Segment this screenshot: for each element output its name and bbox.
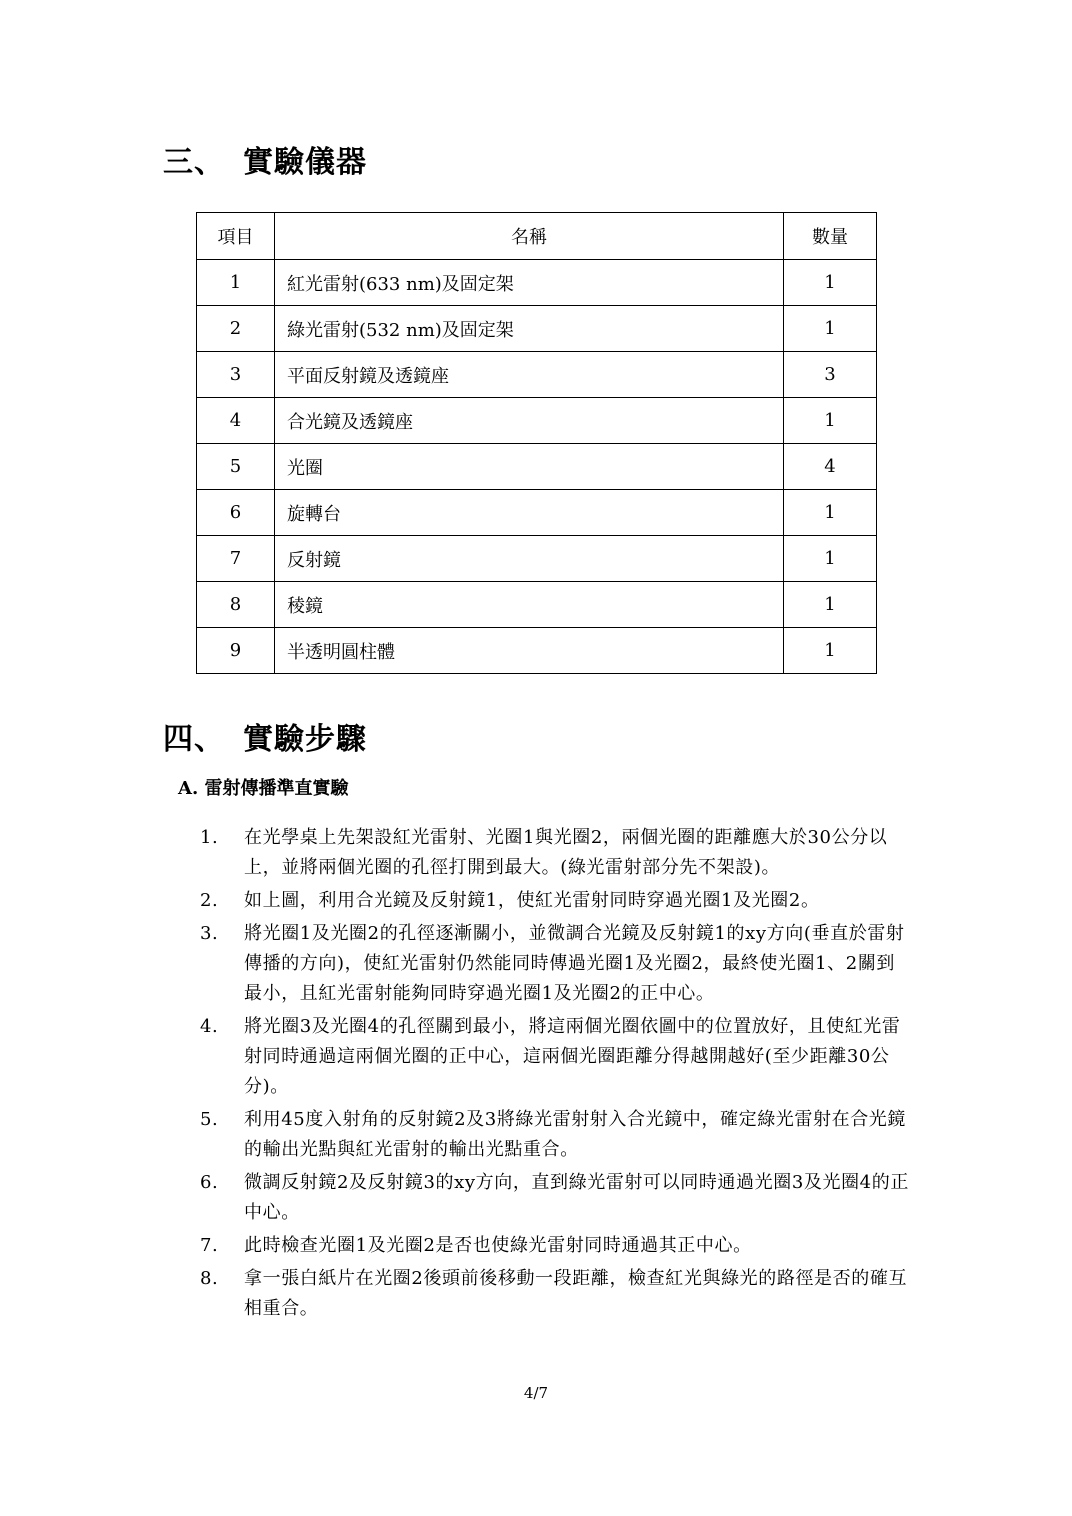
step-number: 7. [200,1235,219,1256]
list-item [200,1105,912,1165]
step-text: 此時檢查光圈1及光圈2是否也使綠光雷射同時通過其正中心。 [244,1235,752,1256]
list-item [200,886,912,916]
step-number: 3. [200,923,219,944]
table-cell-item: 2 [197,306,275,352]
table-cell-quantity: 1 [784,628,877,674]
step-number: 6. [200,1172,219,1193]
table-header-row [197,213,877,260]
column-header-item: 項目 [197,213,275,260]
table-cell-item: 6 [197,490,275,536]
table-cell-name: 稜鏡 [275,582,784,628]
table-cell-name: 平面反射鏡及透鏡座 [275,352,784,398]
table-cell-quantity: 1 [784,306,877,352]
table-cell-quantity: 4 [784,444,877,490]
column-header-name: 名稱 [275,213,784,260]
list-item [200,823,912,883]
page-number: 4/7 [523,1384,549,1402]
table-row [197,352,877,398]
table-cell-item: 3 [197,352,275,398]
table-cell-name: 紅光雷射(633 nm)及固定架 [275,260,784,306]
list-item [200,1168,912,1228]
table-row [197,444,877,490]
table-cell-quantity: 1 [784,398,877,444]
table-cell-name: 反射鏡 [275,536,784,582]
step-number: 8. [200,1268,219,1289]
step-number: 5. [200,1109,219,1130]
section-title: 實驗步驟 [243,722,367,757]
step-text: 利用45度入射角的反射鏡2及3將綠光雷射射入合光鏡中，確定綠光雷射在合光鏡的輸出光點與紅光雷射的輸出光點重合。 [244,1109,907,1160]
table-row [197,628,877,674]
subsection-heading: A. 雷射傳播準直實驗 [178,778,349,799]
step-text: 微調反射鏡2及反射鏡3的xy方向，直到綠光雷射可以同時通過光圈3及光圈4的正中心。 [244,1172,909,1223]
table-row [197,536,877,582]
table-cell-name: 綠光雷射(532 nm)及固定架 [275,306,784,352]
section-heading-procedure [163,720,367,760]
list-item [200,1231,912,1261]
table-cell-name: 光圈 [275,444,784,490]
table-cell-quantity: 1 [784,260,877,306]
column-header-quantity: 數量 [784,213,877,260]
section-number: 四、 [163,722,225,757]
table-row [197,260,877,306]
section-heading-equipment [163,143,367,183]
table-cell-name: 合光鏡及透鏡座 [275,398,784,444]
table-cell-item: 9 [197,628,275,674]
step-text: 拿一張白紙片在光圈2後頭前後移動一段距離，檢查紅光與綠光的路徑是否的確互相重合。 [244,1268,908,1319]
step-text: 將光圈3及光圈4的孔徑關到最小，將這兩個光圈依圖中的位置放好，且使紅光雷射同時通過這兩個光圈的正中心，這兩個光圈距離分得越開越好(至少距離30公分)。 [244,1016,901,1097]
table-row [197,582,877,628]
table-cell-quantity: 3 [784,352,877,398]
table-cell-item: 4 [197,398,275,444]
step-text: 如上圖，利用合光鏡及反射鏡1，使紅光雷射同時穿過光圈1及光圈2。 [244,890,820,911]
step-text: 在光學桌上先架設紅光雷射、光圈1與光圈2，兩個光圈的距離應大於30公分以上，並將兩個光圈的孔徑打開到最大。(綠光雷射部分先不架設)。 [244,827,888,878]
list-item [200,1264,912,1324]
table-cell-name: 旋轉台 [275,490,784,536]
procedure-steps-list [200,823,912,1327]
table-cell-quantity: 1 [784,582,877,628]
table-cell-item: 1 [197,260,275,306]
table-cell-name: 半透明圓柱體 [275,628,784,674]
step-number: 1. [200,827,219,848]
step-number: 2. [200,890,219,911]
section-title: 實驗儀器 [243,145,367,180]
table-row [197,306,877,352]
table-cell-item: 8 [197,582,275,628]
equipment-table [196,212,877,674]
table-cell-quantity: 1 [784,536,877,582]
step-text: 將光圈1及光圈2的孔徑逐漸關小，並微調合光鏡及反射鏡1的xy方向(垂直於雷射傳播的方向)，使紅光雷射仍然能同時傳過光圈1及光圈2，最終使光圈1、2關到最小，且紅光雷射能夠同時穿過光圈1及光圈2的正中心。 [244,923,905,1004]
table-cell-quantity: 1 [784,490,877,536]
list-item [200,919,912,1009]
section-number: 三、 [163,145,225,180]
table-row [197,398,877,444]
table-row [197,490,877,536]
list-item [200,1012,912,1102]
step-number: 4. [200,1016,219,1037]
table-cell-item: 5 [197,444,275,490]
table-cell-item: 7 [197,536,275,582]
